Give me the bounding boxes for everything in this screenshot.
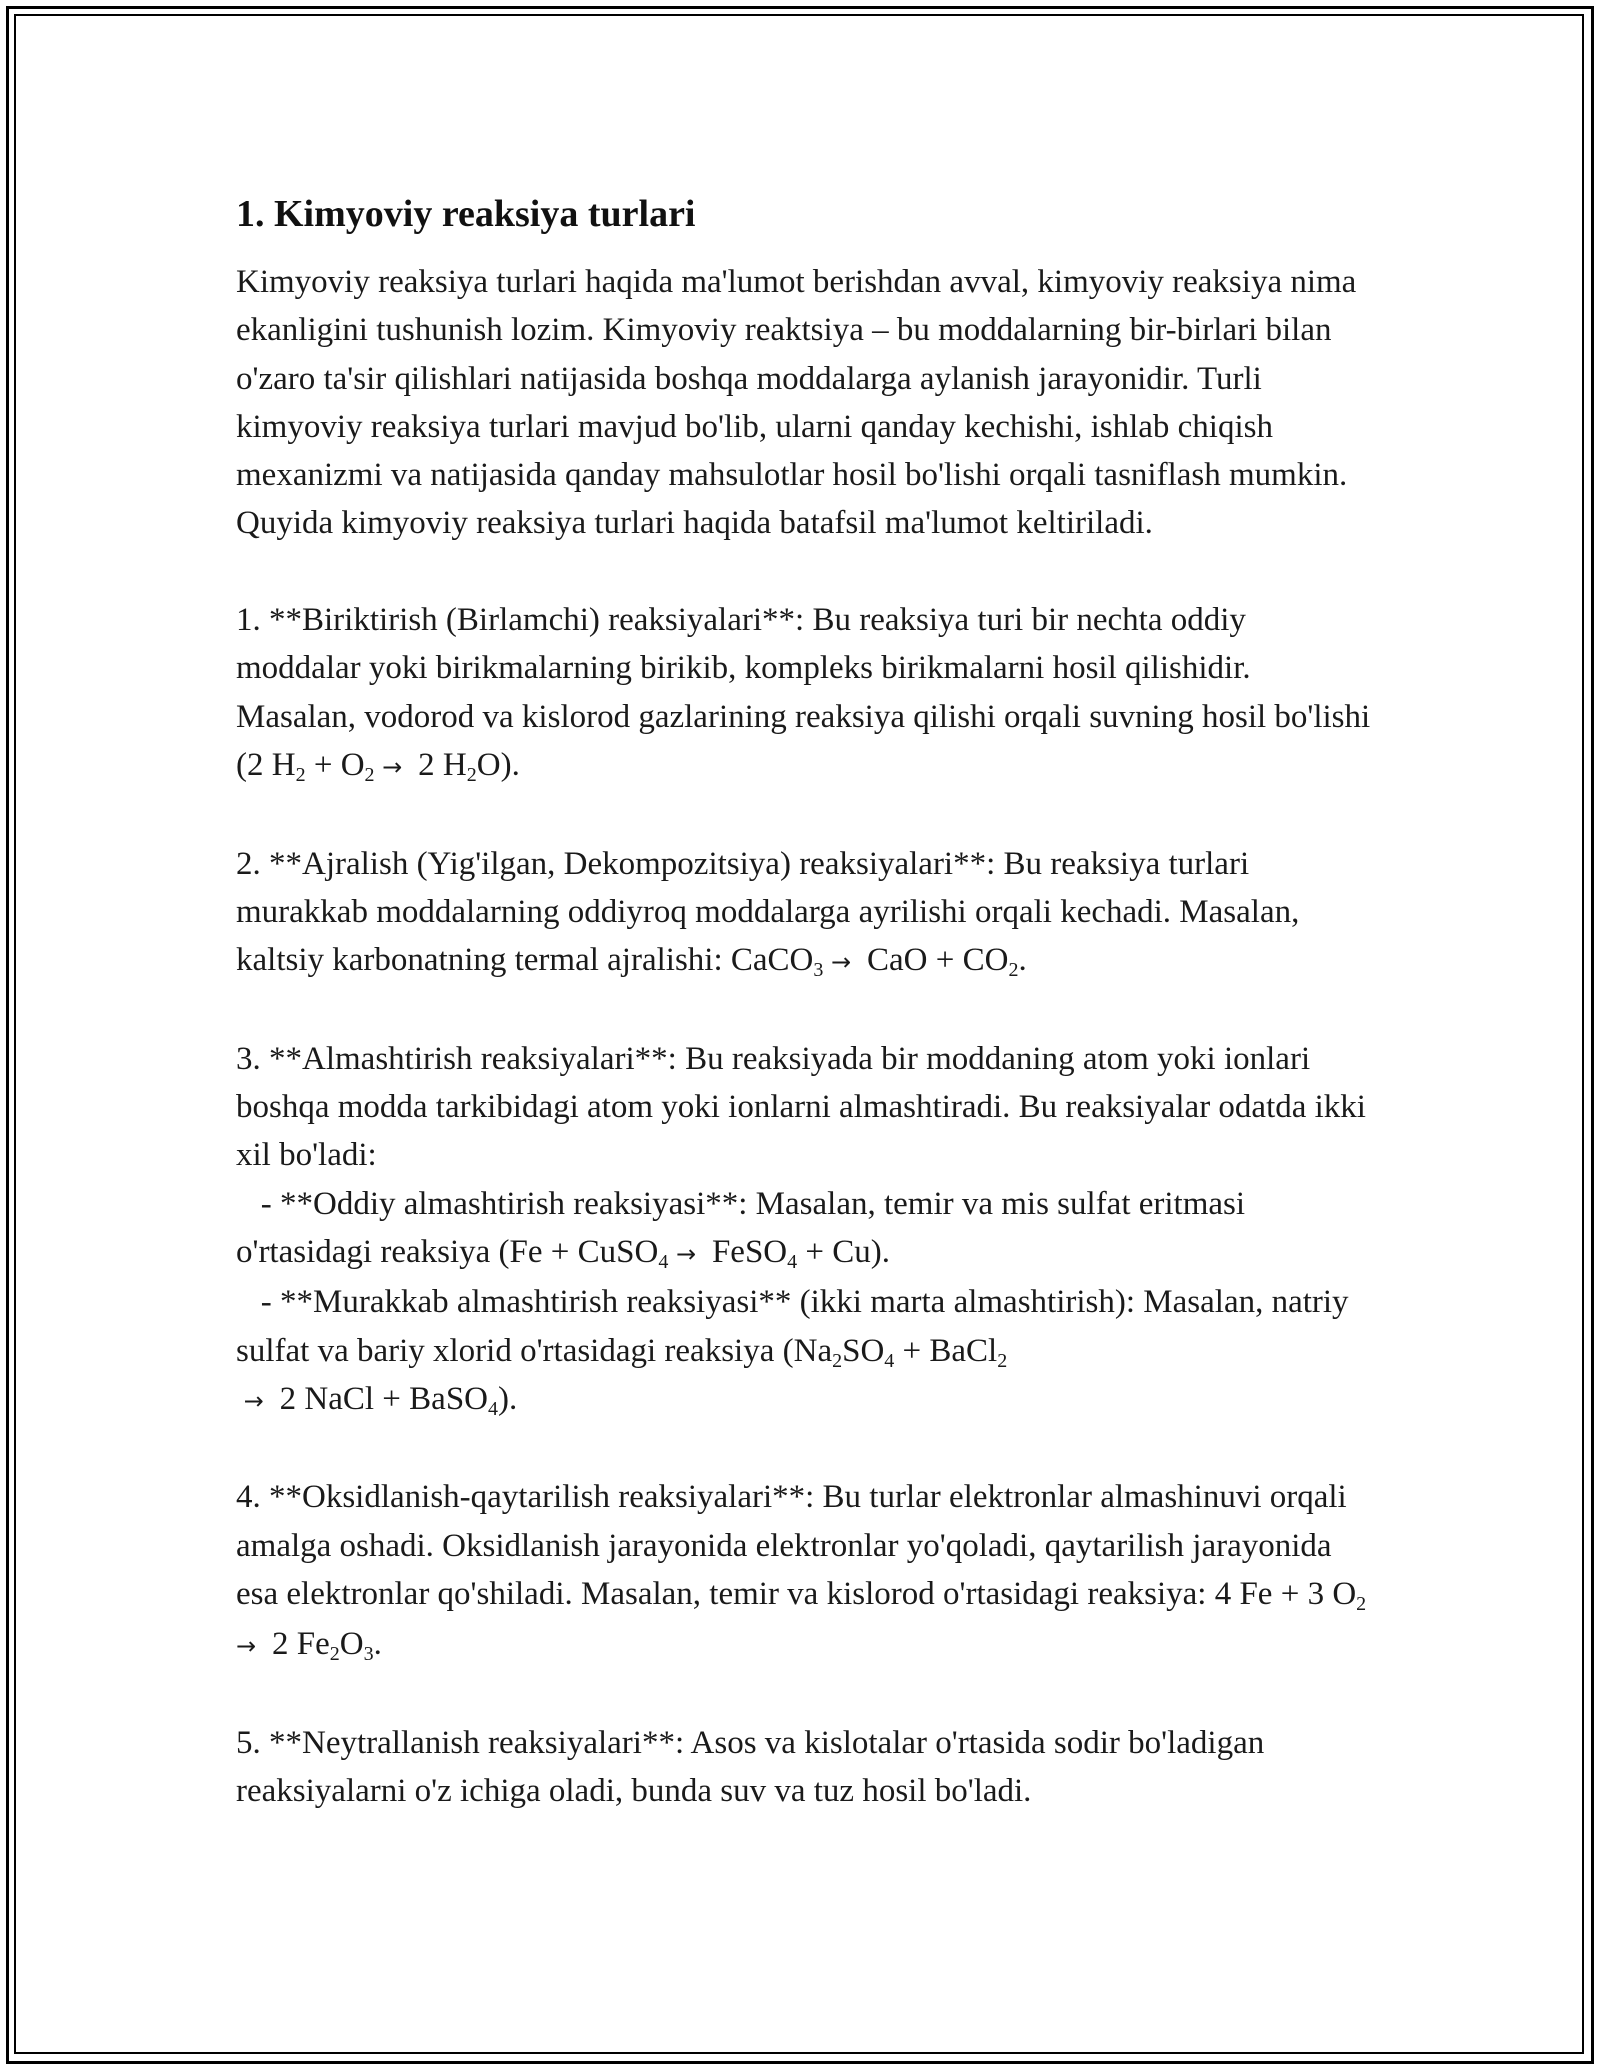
item-1-paragraph: [236, 596, 1379, 791]
page-title: 1. Kimyoviy reaksiya turlari: [236, 193, 696, 235]
document-body: [236, 186, 1379, 1816]
item-1-text: 1. **Biriktirish (Birlamchi) reaksiyalari**: Bu reaksiya turi bir nechta oddiy moddalar yoki birikmalarning birikib, kompleks birikmalarni hosil qilishidir. Masalan, vodorod va kislorod gazlarining reaksiya qilishi orqali suvning hosil bo'lishi (: [236, 602, 1379, 783]
item-3-paragraph: 3. **Almashtirish reaksiyalari**: Bu reaksiyada bir moddaning atom yoki ionlari boshqa modda tarkibidagi atom yoki ionlarni almashtiradi. Bu reaksiyalar odatda ikki xil bo'ladi:: [236, 1040, 1375, 1174]
intro-paragraph: Kimyoviy reaksiya turlari haqida ma'lumot berishdan avval, kimyoviy reaksiya nima ekanligini tushunish lozim. Kimyoviy reaktsiya – bu moddalarning bir-birlari bilan o'zaro ta'sir qilishlari natijasida boshqa moddalarga aylanish jarayonidir. Turli kimyoviy reaksiya turlari mavjud bo'lib, ularni qanday kechishi, ishlab chiqish mexanizmi va natijasida qanday mahsulotlar hosil bo'lishi orqali tasniflash mumkin. Quyida kimyoviy reaksiya turlari haqida batafsil ma'lumot keltiriladi.: [236, 264, 1365, 542]
item-2-text: 2. **Ajralish (Yig'ilgan, Dekompozitsiya) reaksiyalari**: Bu reaksiya turlari murakkab moddalarning oddiyroq moddalarga ayrilishi orqali kechadi. Masalan, kaltsiy karbonatning termal ajralishi:: [236, 845, 1308, 979]
item-2-equation: CaCO$_3$ → CaO + $CO_2$.: [730, 942, 1027, 982]
item-3-sub-1: - **Oddiy almashtirish reaksiyasi**: Masalan, temir va mis sulfat eritmasi o'rtasidagi reaksiya (Fe + CuSO$_4$ → FeSO$_4$ + Cu).: [236, 1185, 1254, 1273]
item-3-sub-1-equation: Fe + CuSO$_4$ → FeSO$_4$ + Cu).: [509, 1233, 891, 1273]
item-4-equation: 4 Fe + 3 $O_2 \to 2$ $Fe_2O_3$.: [236, 1576, 1374, 1666]
item-5-paragraph: 5. **Neytrallanish reaksiyalari**: Asos va kislotalar o'rtasida sodir bo'ladigan reaksiyalarni o'z ichiga oladi, bunda suv va tuz hosil bo'ladi.: [236, 1724, 1273, 1810]
item-4-paragraph: [236, 1473, 1376, 1670]
item-1-equation: 2 $H_2 + O_2 \to 2$ $H_2O$).: [247, 746, 520, 786]
item-2-paragraph: [236, 840, 1376, 987]
item-3-sub-2: - **Murakkab almashtirish reaksiyasi** (ikki marta almashtirish): Masalan, natriy sulfat va bariy xlorid o'rtasidagi reaksiya ($Na_2SO_4$ + BaCl$_2$ → 2 NaCl + BaSO$_4$).: [236, 1284, 1357, 1420]
item-4-text: 4. **Oksidlanish-qaytarilish reaksiyalari**: Bu turlar elektronlar almashinuvi orqali amalga oshadi. Oksidlanish jarayonida elektronlar yo'qoladi, qaytarilish jarayonida esa elektronlar qo'shiladi. Masalan, temir va kislorod o'rtasidagi reaksiya:: [236, 1479, 1355, 1613]
item-3-sub-2-equation: $Na_2SO_4$ + BaCl$_2$ → 2 NaCl + BaSO$_4$).: [236, 1332, 1008, 1420]
